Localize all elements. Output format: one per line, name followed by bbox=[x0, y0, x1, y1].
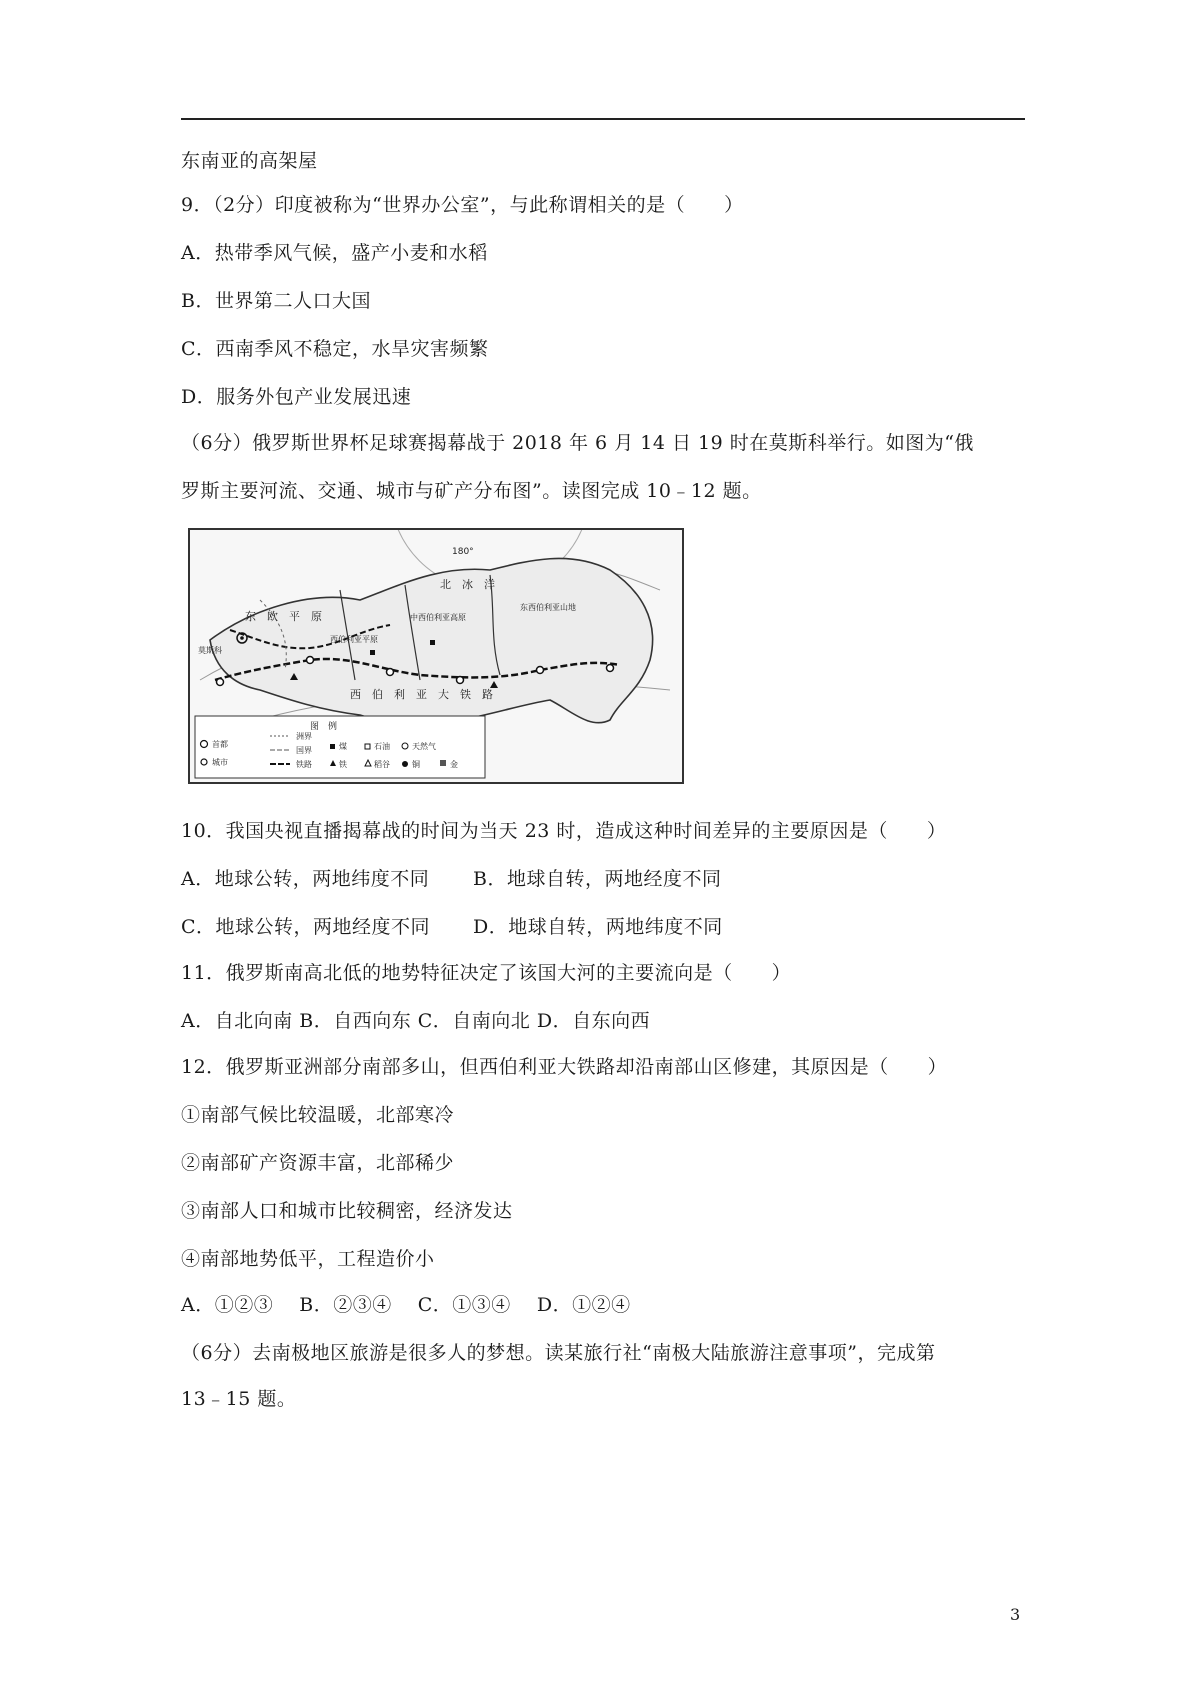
coal-marker bbox=[430, 640, 435, 645]
legend-boundary: 洲界 bbox=[296, 732, 312, 741]
city-marker bbox=[537, 667, 544, 674]
statement-4: ④南部地势低平，工程造价小 bbox=[181, 1248, 435, 1270]
legend-oil: 石油 bbox=[374, 742, 390, 751]
statement-2: ②南部矿产资源丰富，北部稀少 bbox=[181, 1152, 455, 1174]
option-10b: B．地球自转，两地经度不同 bbox=[473, 868, 722, 890]
city-label: 莫斯科 bbox=[198, 646, 222, 655]
capital-marker-dot bbox=[240, 636, 244, 640]
plateau-label: 中西伯利亚高原 bbox=[410, 613, 466, 622]
legend-coal-symbol bbox=[330, 744, 335, 749]
map-legend bbox=[195, 716, 485, 778]
option-9b: B．世界第二人口大国 bbox=[181, 290, 371, 312]
option-10d: D．地球自转，两地纬度不同 bbox=[473, 916, 723, 938]
option-10a: A．地球公转，两地纬度不同 bbox=[181, 868, 430, 890]
legend-rail: 铁路 bbox=[296, 760, 312, 769]
city-marker bbox=[387, 669, 394, 676]
longitude-label: 180° bbox=[452, 547, 474, 557]
group-intro-line1: （6分）俄罗斯世界杯足球赛揭幕战于 2018 年 6 月 14 日 19 时在莫斯科举行。如图为“俄 bbox=[181, 432, 974, 454]
question-10: 10．我国央视直播揭幕战的时间为当天 23 时，造成这种时间差异的主要原因是（ ） bbox=[181, 820, 947, 842]
legend-border: 国界 bbox=[296, 746, 312, 755]
legend-coal: 煤 bbox=[339, 742, 347, 751]
legend-gold-symbol bbox=[440, 760, 446, 766]
legend-title: 图 例 bbox=[310, 722, 338, 732]
legend-capital: 首都 bbox=[212, 740, 228, 749]
city-marker bbox=[457, 677, 464, 684]
railway-label: 西 伯 利 亚 大 铁 路 bbox=[350, 688, 493, 701]
legend-iron: 铁 bbox=[339, 760, 347, 769]
option-9d: D．服务外包产业发展迅速 bbox=[181, 386, 412, 408]
page-number: 3 bbox=[1010, 1605, 1021, 1624]
mountains-label: 东西伯利亚山地 bbox=[520, 603, 576, 612]
question-12: 12．俄罗斯亚洲部分南部多山，但西伯利亚大铁路却沿南部山区修建，其原因是（ ） bbox=[181, 1056, 948, 1078]
header-rule bbox=[181, 118, 1025, 120]
text-line: 东南亚的高架屋 bbox=[181, 150, 318, 172]
plain-west-label: 西伯利亚平原 bbox=[330, 635, 378, 644]
legend-copper-symbol bbox=[402, 761, 408, 767]
legend-gas: 天然气 bbox=[412, 742, 436, 751]
city-marker bbox=[307, 657, 314, 664]
option-9a: A．热带季风气候，盛产小麦和水稻 bbox=[181, 242, 488, 264]
ocean-label: 北 冰 洋 bbox=[440, 578, 495, 591]
option-9c: C．西南季风不稳定，水旱灾害频繁 bbox=[181, 338, 489, 360]
question-9: 9．（2分）印度被称为“世界办公室”，与此称谓相关的是（ ） bbox=[181, 194, 744, 216]
legend-rice: 稻谷 bbox=[374, 760, 390, 769]
group-intro-line3: （6分）去南极地区旅游是很多人的梦想。读某旅行社“南极大陆旅游注意事项”，完成第 bbox=[181, 1342, 936, 1364]
plain-east-label: 东 欧 平 原 bbox=[245, 610, 322, 623]
statement-3: ③南部人口和城市比较稠密，经济发达 bbox=[181, 1200, 513, 1222]
legend-gold: 金 bbox=[450, 760, 458, 769]
options-12: A．①②③ B．②③④ C．①③④ D．①②④ bbox=[181, 1294, 631, 1316]
question-11: 11．俄罗斯南高北低的地势特征决定了该国大河的主要流向是（ ） bbox=[181, 962, 792, 984]
options-11: A．自北向南 B．自西向东 C．自南向北 D．自东向西 bbox=[181, 1010, 651, 1032]
group-intro-line2: 罗斯主要河流、交通、城市与矿产分布图”。读图完成 10﹣12 题。 bbox=[181, 480, 762, 502]
legend-city: 城市 bbox=[212, 758, 228, 767]
options-10-row1 bbox=[181, 866, 721, 892]
statement-1: ①南部气候比较温暖，北部寒冷 bbox=[181, 1104, 455, 1126]
city-marker bbox=[217, 679, 224, 686]
russia-map-figure bbox=[188, 528, 684, 784]
coal-marker bbox=[370, 650, 375, 655]
group-intro-line4: 13﹣15 题。 bbox=[181, 1388, 297, 1410]
russia-map-svg bbox=[190, 530, 682, 782]
legend-city-symbol bbox=[201, 759, 207, 765]
option-10c: C．地球公转，两地经度不同 bbox=[181, 916, 431, 938]
options-10-row2 bbox=[181, 914, 723, 940]
legend-copper: 铜 bbox=[412, 760, 420, 769]
city-marker bbox=[607, 665, 614, 672]
